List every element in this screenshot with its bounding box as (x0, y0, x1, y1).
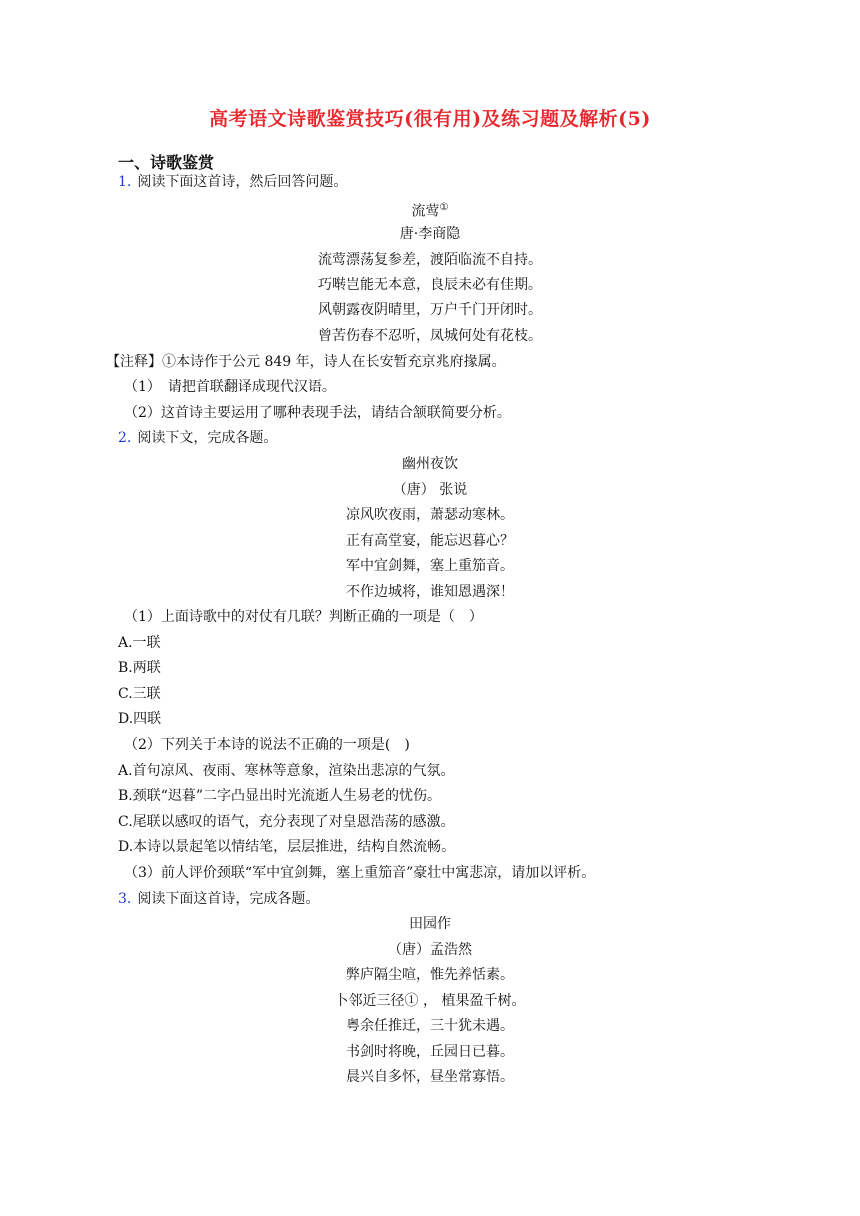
answer-option: C.尾联以感叹的语气，充分表现了对皇恩浩荡的感激。 (118, 814, 455, 830)
question-3-prompt (118, 889, 319, 909)
answer-option: D.四联 (118, 711, 162, 727)
poem-line: 凉风吹夜雨，萧瑟动寒林。 (346, 507, 514, 523)
question-number: 3. (118, 891, 132, 907)
question-number: 1. (118, 174, 132, 190)
poem-line: 卜邻近三径① ， 植果盈千树。 (334, 993, 526, 1009)
sub-question: （1）上面诗歌中的对仗有几联？判断正确的一项是（ ） (124, 609, 483, 625)
sub-question: （2）下列关于本诗的说法不正确的一项是( ) (124, 737, 410, 753)
answer-option: B.两联 (118, 660, 161, 676)
question-1-prompt (118, 172, 347, 192)
poem-line: 书剑时将晚，丘园日已暮。 (346, 1044, 514, 1060)
question-number: 2. (118, 430, 132, 446)
poem-title-text: 流莺 (411, 203, 440, 220)
poem-line: 风朝露夜阴晴里，万户千门开闭时。 (318, 302, 542, 318)
poem-author: （唐）孟浩然 (388, 942, 472, 958)
section-heading: 一、诗歌鉴赏 (118, 153, 215, 172)
document-title: 高考语文诗歌鉴赏技巧(很有用)及练习题及解析(5) (209, 108, 651, 130)
poem-line: 不作边城将，谁知恩遇深！ (346, 584, 514, 600)
poem-author: 唐·李商隐 (399, 226, 461, 242)
question-prompt-text: 阅读下文，完成各题。 (137, 430, 278, 446)
annotation-note: 【注释】①本诗作于公元 849 年，诗人在长安暂充京兆府掾属。 (106, 354, 506, 370)
answer-option: C.三联 (118, 686, 161, 702)
poem-line: 正有高堂宴，能忘迟暮心？ (346, 533, 514, 549)
poem-title: 幽州夜饮 (402, 456, 458, 472)
poem-line: 巧啭岂能无本意，良辰未必有佳期。 (318, 277, 542, 293)
footnote-mark: ① (439, 202, 449, 213)
poem-title: 田园作 (409, 916, 451, 932)
poem-line: 弊庐隔尘喧，惟先养恬素。 (346, 967, 514, 983)
sub-question: （2）这首诗主要运用了哪种表现手法，请结合颔联简要分析。 (124, 405, 511, 421)
poem-line: 流莺漂荡复参差，渡陌临流不自持。 (318, 252, 542, 268)
answer-option: A.首句凉风、夜雨、寒林等意象，渲染出悲凉的气氛。 (118, 763, 455, 779)
poem-title (0, 198, 860, 222)
poem-line: 粤余任推迁，三十犹未遇。 (346, 1018, 514, 1034)
sub-question: （3）前人评价颈联“军中宜剑舞，塞上重笳音”豪壮中寓悲凉，请加以评析。 (124, 865, 596, 881)
question-prompt-text: 阅读下面这首诗，完成各题。 (137, 891, 320, 907)
answer-option: B.颈联“迟暮”二字凸显出时光流逝人生易老的忧伤。 (118, 788, 442, 804)
answer-option: D.本诗以景起笔以情结笔，层层推进，结构自然流畅。 (118, 839, 456, 855)
poem-author: （唐） 张说 (392, 482, 468, 498)
poem-line: 晨兴自多怀，昼坐常寡悟。 (346, 1069, 514, 1085)
question-prompt-text: 阅读下面这首诗，然后回答问题。 (137, 174, 348, 190)
sub-question: （1） 请把首联翻译成现代汉语。 (124, 379, 336, 395)
poem-line: 军中宜剑舞，塞上重笳音。 (346, 558, 514, 574)
answer-option: A.一联 (118, 635, 161, 651)
question-2-prompt (118, 428, 277, 448)
poem-line: 曾苦伤春不忍听，凤城何处有花枝。 (318, 328, 542, 344)
